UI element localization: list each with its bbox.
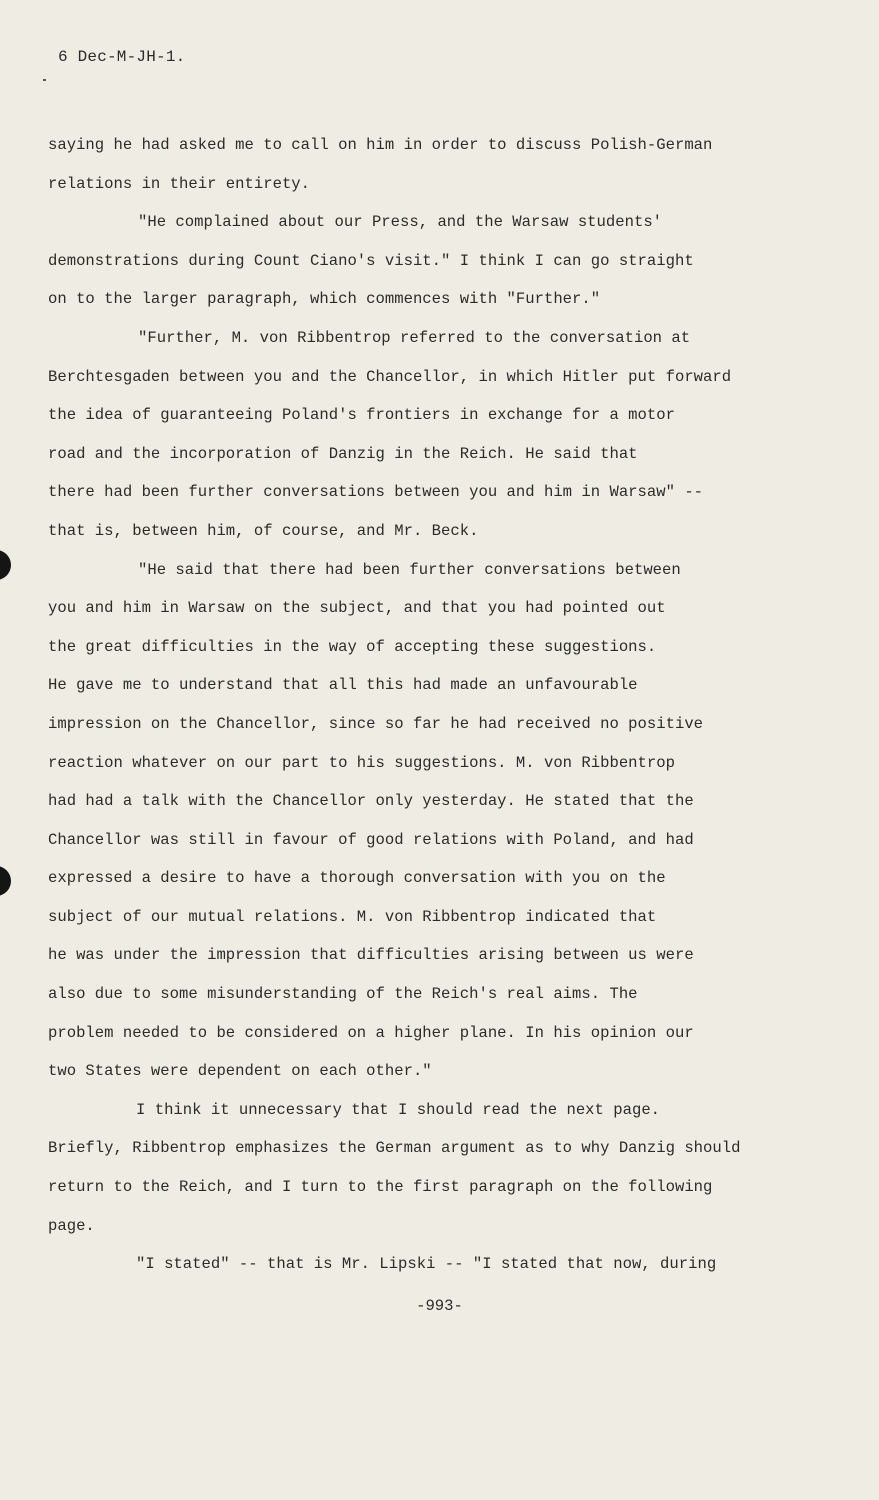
text-line: page.	[48, 1216, 95, 1235]
text-line: return to the Reich, and I turn to the first paragraph on the following	[48, 1178, 713, 1197]
text-line: demonstrations during Count Ciano's visit." I think I can go straight	[48, 251, 694, 270]
text-line: the great difficulties in the way of accepting these suggestions.	[48, 637, 657, 656]
text-line: problem needed to be considered on a higher plane. In his opinion our	[48, 1023, 694, 1042]
text-line: that is, between him, of course, and Mr. Beck.	[48, 521, 479, 540]
text-line: had had a talk with the Chancellor only yesterday. He stated that the	[48, 792, 694, 811]
text-line: the idea of guaranteeing Poland's frontiers in exchange for a motor	[48, 406, 675, 425]
page-number: -993-	[416, 1297, 463, 1315]
text-line: subject of our mutual relations. M. von Ribbentrop indicated that	[48, 907, 657, 926]
text-line: expressed a desire to have a thorough conversation with you on the	[48, 869, 666, 888]
text-line: relations in their entirety.	[48, 174, 311, 193]
text-line: "I stated" -- that is Mr. Lipski -- "I stated that now, during	[136, 1255, 717, 1274]
text-line: Berchtesgaden between you and the Chancellor, in which Hitler put forward	[48, 367, 732, 386]
margin-mark	[43, 79, 46, 81]
text-line: there had been further conversations between you and him in Warsaw" --	[48, 483, 704, 502]
text-line: you and him in Warsaw on the subject, and that you had pointed out	[48, 599, 666, 618]
text-line: "He said that there had been further conversations between	[138, 560, 681, 579]
text-line: on to the larger paragraph, which commences with "Further."	[48, 290, 601, 309]
document-reference: 6 Dec-M-JH-1.	[58, 48, 186, 66]
text-line: Briefly, Ribbentrop emphasizes the German argument as to why Danzig should	[48, 1139, 741, 1158]
punch-hole-bottom	[0, 866, 11, 896]
text-line: reaction whatever on our part to his suggestions. M. von Ribbentrop	[48, 753, 675, 772]
text-line: Chancellor was still in favour of good relations with Poland, and had	[48, 830, 694, 849]
text-line: I think it unnecessary that I should read the next page.	[136, 1100, 661, 1119]
text-line: also due to some misunderstanding of the Reich's real aims. The	[48, 985, 638, 1004]
text-line: road and the incorporation of Danzig in the Reich. He said that	[48, 444, 638, 463]
text-line: saying he had asked me to call on him in order to discuss Polish-German	[48, 136, 713, 154]
text-line: two States were dependent on each other."	[48, 1062, 432, 1081]
text-line: "He complained about our Press, and the Warsaw students'	[138, 213, 663, 232]
transcript-body	[48, 126, 778, 1284]
text-line: he was under the impression that difficulties arising between us were	[48, 946, 694, 965]
text-line: He gave me to understand that all this had made an unfavourable	[48, 676, 638, 695]
punch-hole-top	[0, 550, 11, 580]
text-line: impression on the Chancellor, since so far he had received no positive	[48, 714, 704, 733]
text-line: "Further, M. von Ribbentrop referred to the conversation at	[138, 328, 691, 347]
